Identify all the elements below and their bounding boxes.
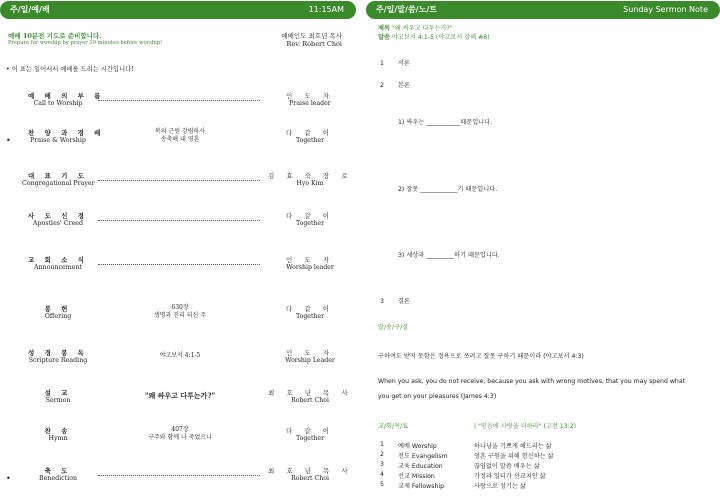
goal-name: 예배 Worship bbox=[398, 443, 437, 450]
goal-description: 사랑으로 섬기는 삶 bbox=[474, 483, 526, 490]
worship-item-detail: 야고보서 4:1-5 bbox=[159, 352, 201, 359]
worship-item-leader-korean: 인 도 자 bbox=[286, 256, 334, 264]
worship-item-english: Congregational Prayer bbox=[22, 180, 95, 187]
worship-item-english: Announcement bbox=[33, 264, 83, 271]
worship-item-leader bbox=[268, 388, 352, 404]
worship-item-leader bbox=[268, 466, 352, 482]
worship-item-english: Scripture Reading bbox=[28, 357, 88, 364]
worship-item-korean: 축 도 bbox=[44, 467, 72, 475]
sermon-point-3: 3) 세상과 _________하기 때문입니다. bbox=[398, 252, 500, 259]
standing-bullet: • bbox=[6, 136, 11, 145]
worship-item-english: Apostles' Creed bbox=[32, 220, 84, 227]
worship-item-leader-korean: 다 같 이 bbox=[286, 129, 334, 137]
worship-item-leader-korean: 인 도 자 bbox=[286, 92, 334, 100]
church-goal-verse: | "믿음에 사랑을 더하라" (고전 13:2) bbox=[474, 423, 577, 430]
left-header-bar bbox=[0, 1, 356, 19]
worship-item-korean: 봉 헌 bbox=[44, 305, 72, 313]
goal-description: 가정과 일터가 선교지인 삶 bbox=[474, 473, 546, 480]
worship-item-leader bbox=[268, 91, 352, 107]
worship-item-english: Call to Worship bbox=[33, 100, 83, 107]
worship-item-leader bbox=[268, 426, 352, 442]
right-header-label: Sunday Sermon Note bbox=[623, 5, 708, 14]
worship-item-leader-korean: 최 호 년 목 사 bbox=[268, 467, 353, 475]
worship-item-leader-english: Together bbox=[295, 313, 325, 320]
worship-item-korean: 교 회 소 식 bbox=[28, 256, 88, 264]
worship-item-leader-korean: 다 같 이 bbox=[286, 212, 334, 220]
worship-item-detail: "왜 싸우고 다투는가?" bbox=[144, 391, 216, 400]
worship-item-korean: 찬 송 bbox=[44, 427, 72, 435]
memory-verse-english-line1: When you ask, you do not receive, because you ask with wrong motives, that you may spend what bbox=[378, 378, 686, 385]
worship-item-english: Benediction bbox=[38, 475, 78, 482]
standing-bullet: • bbox=[6, 474, 11, 483]
worship-item-leader-english: Together bbox=[295, 137, 325, 144]
worship-item-leader-korean: 다 같 이 bbox=[286, 427, 334, 435]
scripture-label: 말씀 bbox=[378, 34, 390, 41]
standing-bullet: • bbox=[6, 66, 10, 73]
worship-item-detail: 630장 생명과 진리 되신 주 bbox=[153, 304, 207, 319]
worship-item-leader-english: Robert Choi bbox=[291, 475, 329, 482]
scripture-reference: 야고보서 4:1-5 (야고보서 강해 #8) bbox=[391, 34, 490, 41]
worship-item-leader bbox=[268, 348, 352, 364]
goal-number: 5 bbox=[380, 481, 384, 488]
goal-description: 하나님을 기쁘게 해드리는 삶 bbox=[474, 443, 552, 450]
left-header-title: 주/일/예/배 bbox=[10, 5, 50, 14]
worship-item-leader-korean: 최 호 년 목 사 bbox=[268, 389, 353, 397]
dotted-leader bbox=[98, 264, 260, 265]
conclusion-number: 3 bbox=[380, 298, 384, 305]
goal-number: 3 bbox=[380, 461, 384, 468]
dotted-leader bbox=[98, 100, 260, 101]
worship-item-english: Offering bbox=[44, 313, 72, 320]
worship-item-leader-english: Hyo Kim bbox=[296, 180, 324, 187]
worship-item-leader-korean: 다 같 이 bbox=[286, 305, 334, 313]
right-header-bar bbox=[366, 1, 720, 19]
sermon-title-label: 제목 bbox=[378, 25, 390, 32]
sermon-title-line bbox=[378, 23, 453, 32]
worship-item-leader-english: Praise leader bbox=[289, 100, 331, 107]
memory-verse-korean: 구하여도 받지 못함은 정욕으로 쓰려고 잘못 구하기 때문이라 (야고보서 4:3) bbox=[378, 353, 584, 360]
outline-number: 2 bbox=[380, 82, 384, 89]
right-header-title: 주/일/말/씀/노/트 bbox=[376, 5, 437, 14]
sermon-title: "왜 싸우고 다투는가?" bbox=[391, 25, 453, 32]
worship-item-korean: 찬 양 과 경 배 bbox=[28, 129, 105, 137]
order-of-worship-panel bbox=[0, 0, 356, 498]
dotted-leader bbox=[98, 475, 260, 476]
outline-label: 본론 bbox=[397, 82, 410, 89]
dotted-leader bbox=[98, 220, 260, 221]
conclusion-item bbox=[380, 296, 410, 305]
goal-description: 영혼 구원을 위해 헌신하는 삶 bbox=[474, 453, 554, 460]
worship-item-leader-english: Robert Choi bbox=[291, 397, 329, 404]
leader-korean: 예배인도 최호년 목사 bbox=[281, 32, 342, 40]
goal-name: 선교 Mission bbox=[398, 473, 435, 480]
worship-item-leader-korean: 인 도 자 bbox=[286, 349, 334, 357]
memory-verse-heading: 말/송/구/절 bbox=[378, 324, 409, 331]
goal-name: 교육 Education bbox=[398, 463, 443, 470]
outline-item bbox=[380, 80, 410, 89]
worship-item-korean: 설 교 bbox=[44, 389, 72, 397]
goal-name: 전도 Evangelism bbox=[398, 453, 448, 460]
worship-item-leader-english: Together bbox=[295, 220, 325, 227]
outline-label: 서론 bbox=[397, 60, 410, 67]
intro-english: Prepare for worship by prayer 10 minutes before worship! bbox=[8, 40, 163, 46]
outline-number: 1 bbox=[380, 60, 384, 67]
standing-note-text: 이 표는 일어서서 예배를 드리는 시간입니다! bbox=[11, 66, 134, 73]
outline-item bbox=[380, 58, 410, 67]
goal-description: 끊임없이 말씀 배우는 삶 bbox=[474, 463, 540, 470]
worship-item-korean: 성 경 봉 독 bbox=[28, 349, 88, 357]
worship-item-leader bbox=[268, 211, 352, 227]
worship-item-english: Sermon bbox=[45, 397, 71, 404]
conclusion-label: 결론 bbox=[397, 298, 410, 305]
worship-item-detail: 407장 구주와 함께 나 죽었으니 bbox=[148, 426, 212, 441]
worship-item-leader bbox=[268, 128, 352, 144]
worship-item-korean: 대 표 기 도 bbox=[28, 172, 88, 180]
sermon-point-2: 2) 잘못 ____________기 때문입니다. bbox=[398, 186, 498, 193]
worship-item-english: Hymn bbox=[48, 435, 68, 442]
church-goals-heading: 교/회/목/표 bbox=[378, 423, 409, 430]
memory-verse-english-line2: you get on your pleasures (James 4:3) bbox=[378, 393, 497, 400]
standing-note bbox=[6, 64, 134, 73]
dotted-leader bbox=[98, 180, 260, 181]
sermon-point-1: 1) 싸우는 ___________때문입니다. bbox=[398, 119, 493, 126]
worship-item-leader-english: Worship Leader bbox=[285, 357, 335, 364]
scripture-line bbox=[378, 32, 490, 41]
goal-number: 2 bbox=[380, 451, 384, 458]
goal-number: 1 bbox=[380, 441, 384, 448]
goal-name: 교제 Fellowship bbox=[398, 483, 445, 490]
worship-item-leader bbox=[268, 304, 352, 320]
worship-item-korean: 예 배 의 부 름 bbox=[28, 92, 105, 100]
worship-item-leader-korean: 김 효 숙 장 로 bbox=[268, 172, 353, 180]
worship-item-english: Praise & Worship bbox=[30, 137, 86, 144]
goal-number: 4 bbox=[380, 471, 384, 478]
worship-item-leader-english: Together bbox=[295, 435, 325, 442]
sermon-note-panel bbox=[366, 0, 720, 498]
intro-korean: 예배 10분전 기도로 준비합니다. bbox=[8, 32, 102, 40]
worship-item-korean: 사 도 신 경 bbox=[28, 212, 88, 220]
worship-item-leader bbox=[268, 171, 352, 187]
leader-english: Rev. Robert Choi bbox=[286, 40, 342, 48]
left-header-time: 11:15AM bbox=[308, 5, 344, 14]
worship-item-leader bbox=[268, 255, 352, 271]
worship-item-detail: 복의 근원 강림하사 송축해 내 영혼 bbox=[154, 128, 206, 143]
worship-item-leader-english: Worship leader bbox=[286, 264, 334, 271]
